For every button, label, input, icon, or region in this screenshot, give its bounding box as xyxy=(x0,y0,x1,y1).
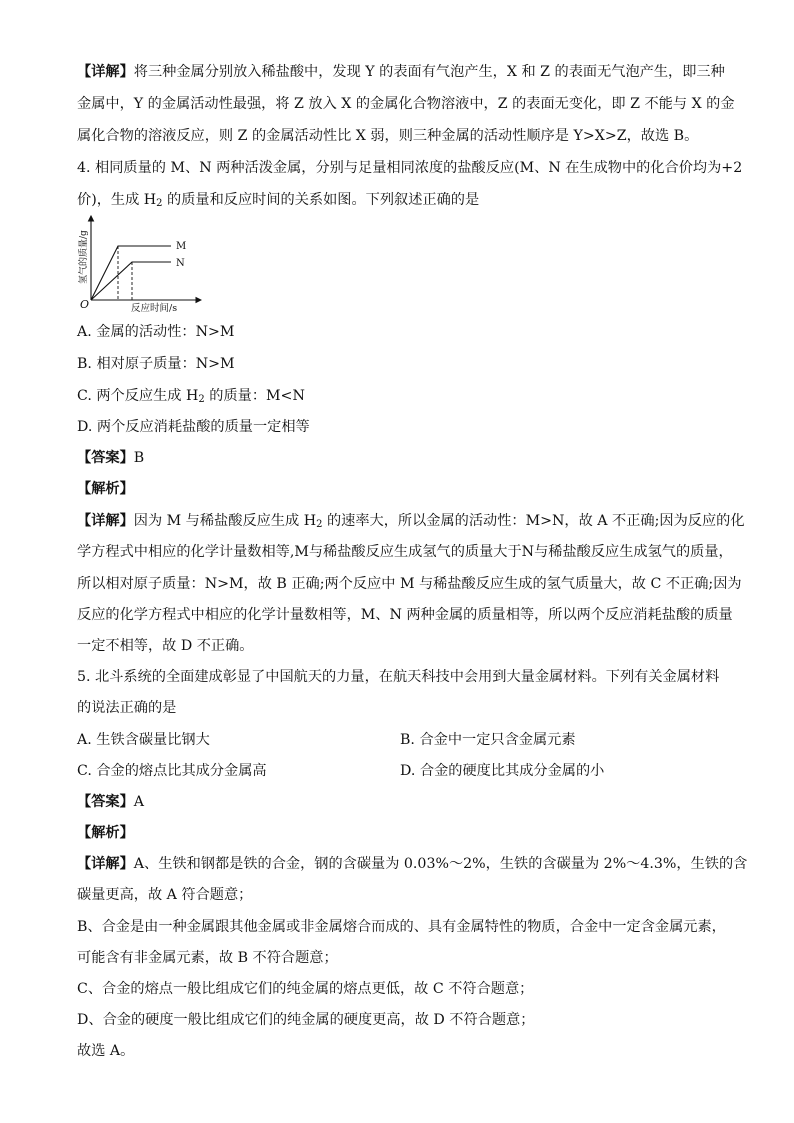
text: 的速率大，所以金属的活动性：M>N，故 A 不正确;因为反应的化 xyxy=(322,513,745,529)
q4-option-a: A. 金属的活动性：N>M xyxy=(77,324,235,340)
q4-analysis-heading xyxy=(77,479,134,499)
text: 的质量：M<N xyxy=(204,388,305,404)
q5-option-b: B. 合金中一定只含金属元素 xyxy=(400,732,576,748)
origin-label: O xyxy=(80,298,90,311)
text: A、生铁和钢都是铁的合金，钢的含碳量为 0.03%～2%，生铁的含碳量为 2%～4.3%，生铁的含 xyxy=(133,856,748,872)
q5-detail-line-1 xyxy=(77,854,747,874)
q4-detail-line-5: 一定不相等，故 D 不正确。 xyxy=(77,638,254,654)
label-m: M xyxy=(176,241,187,252)
detail-tag: 【详解】 xyxy=(77,64,134,80)
q5-detail-line-2: 碳量更高，故 A 符合题意； xyxy=(77,887,253,903)
text: 价)，生成 H xyxy=(77,192,157,208)
q3-detail-line-3: 属化合物的溶液反应，则 Z 的金属活动性比 X 弱，则三种金属的活动性顺序是 Y>X>Z，故选 B。 xyxy=(77,128,699,144)
x-axis-label: 反应时间/s xyxy=(131,303,178,314)
text: 因为 M 与稀盐酸反应生成 H xyxy=(133,513,317,529)
q4-option-b: B. 相对原子质量：N>M xyxy=(77,356,235,372)
answer-tag: 【答案】 xyxy=(77,794,134,810)
text: C. 两个反应生成 H xyxy=(77,388,199,404)
answer-value: A xyxy=(133,794,145,810)
q3-detail-line-1 xyxy=(77,62,725,82)
curve-m xyxy=(91,246,171,300)
q5-detail-line-6: D、合金的硬度一般比组成它们的纯金属的硬度更高，故 D 不符合题意； xyxy=(77,1012,535,1028)
q5-stem-line-2: 的说法正确的是 xyxy=(77,700,177,716)
q5-answer xyxy=(77,792,144,812)
text: 的质量和反应时间的关系如图。下列叙述正确的是 xyxy=(162,192,480,208)
q4-detail-line-1 xyxy=(77,511,745,531)
curve-n xyxy=(91,262,171,300)
q5-option-d: D. 合金的硬度比其成分金属的小 xyxy=(400,763,605,779)
q4-option-c xyxy=(77,386,305,406)
q4-detail-line-4: 反应的化学方程式中相应的化学计量数相等，M、N 两种金属的质量相等，所以两个反应消耗盐酸的质量 xyxy=(77,607,733,623)
q5-option-a: A. 生铁含碳量比钢大 xyxy=(77,732,210,748)
q4-detail-line-2: 学方程式中相应的化学计量数相等,M与稀盐酸反应生成氢气的质量大于N与稀盐酸反应生成氢气的质量， xyxy=(77,544,733,560)
q4-detail-line-3: 所以相对原子质量：N>M，故 B 正确;两个反应中 M 与稀盐酸反应生成的氢气质量大，故 C 不正确;因为 xyxy=(77,576,742,592)
q5-stem-line-1: 5. 北斗系统的全面建成彰显了中国航天的力量，在航天科技中会用到大量金属材料。下列有关金属材料 xyxy=(77,669,720,685)
q4-answer xyxy=(77,448,144,468)
answer-value: B xyxy=(133,450,145,466)
q4-stem-line-2 xyxy=(77,190,479,210)
q5-detail-line-3: B、合金是由一种金属跟其他金属或非金属熔合而成的、具有金属特性的物质，合金中一定含金属元素， xyxy=(77,919,726,935)
label-n: N xyxy=(176,258,185,269)
q3-detail-line-2: 金属中，Y 的金属活动性最强，将 Z 放入 X 的金属化合物溶液中，Z 的表面无变化，即 Z 不能与 X 的金 xyxy=(77,96,735,112)
detail-tag: 【详解】 xyxy=(77,513,134,529)
q5-detail-line-7: 故选 A。 xyxy=(77,1043,135,1059)
q4-stem-line-1: 4. 相同质量的 M、N 两种活泼金属，分别与足量相同浓度的盐酸反应(M、N 在生成物中的化合价均为+2 xyxy=(77,160,743,176)
q4-option-d: D. 两个反应消耗盐酸的质量一定相等 xyxy=(77,419,310,435)
q5-analysis-heading xyxy=(77,823,134,843)
subscript: 2 xyxy=(156,198,163,209)
analysis-tag: 【解析】 xyxy=(77,825,134,841)
answer-tag: 【答案】 xyxy=(77,450,134,466)
y-axis-label: 氢气的质量/g xyxy=(79,230,89,284)
hydrogen-mass-time-graph xyxy=(76,212,206,316)
subscript: 2 xyxy=(198,394,205,405)
q5-option-c: C. 合金的熔点比其成分金属高 xyxy=(77,763,267,779)
q5-detail-line-4: 可能含有非金属元素，故 B 不符合题意； xyxy=(77,950,338,966)
q5-detail-line-5: C、合金的熔点一般比组成它们的纯金属的熔点更低，故 C 不符合题意； xyxy=(77,981,534,997)
detail-tag: 【详解】 xyxy=(77,856,134,872)
subscript: 2 xyxy=(316,519,323,530)
analysis-tag: 【解析】 xyxy=(77,481,134,497)
text: 将三种金属分别放入稀盐酸中，发现 Y 的表面有气泡产生，X 和 Z 的表面无气泡产生，即三种 xyxy=(133,64,725,80)
